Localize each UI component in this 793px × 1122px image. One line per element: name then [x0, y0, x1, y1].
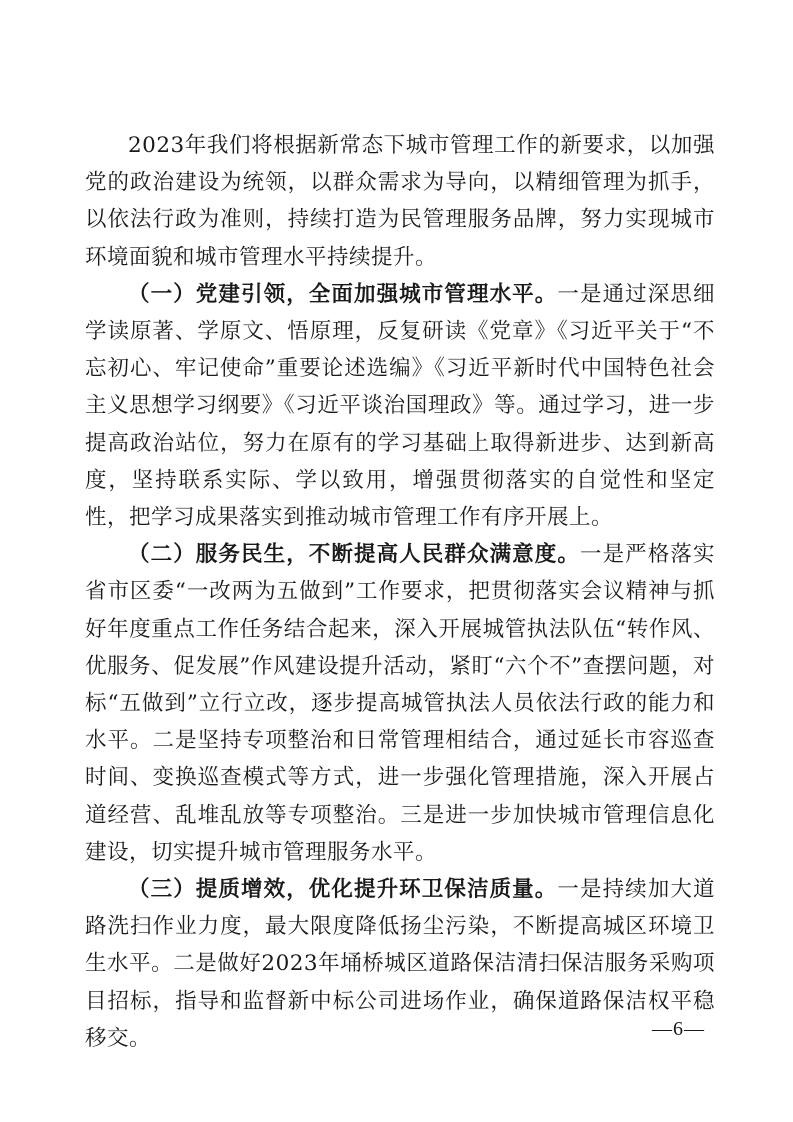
- paragraph-text: 2023年我们将根据新常态下城市管理工作的新要求，以加强党的政治建设为统领，以群众需求为导向，以精细管理为抓手，以依法行政为准则，持续打造为民管理服务品牌，努力实现城市环境面貌和城市管理水平持续提升。: [85, 133, 715, 270]
- paragraph-heading: （二）服务民生，不断提高人民群众满意度。: [128, 542, 580, 568]
- document-body: [85, 127, 715, 1057]
- paragraph-text: 一是通过深思细学读原著、学原文、悟原理，反复研读《党章》《习近平关于“不忘初心、牢记使命”重要论述选编》《习近平新时代中国特色社会主义思想学习纲要》《习近平谈治国理政》等。通过学习，进一步提高政治站位，努力在原有的学习基础上取得新进步、达到新高度，坚持联系实际、学以致用，增强贯彻落实的自觉性和坚定性，把学习成果落实到推动城市管理工作有序开展上。: [85, 281, 715, 531]
- paragraph-section-3: [85, 871, 715, 1057]
- paragraph-section-2: [85, 536, 715, 871]
- paragraph-heading: （三）提质增效，优化提升环卫保洁质量。: [128, 877, 558, 903]
- paragraph-heading: （一）党建引领，全面加强城市管理水平。: [128, 281, 558, 307]
- paragraph-section-1: [85, 276, 715, 536]
- page-number: —6—: [652, 1018, 705, 1040]
- paragraph-intro: [85, 127, 715, 276]
- paragraph-text: 一是严格落实省市区委“一改两为五做到”工作要求，把贯彻落实会议精神与抓好年度重点工作任务结合起来，深入开展城管执法队伍“转作风、优服务、促发展”作风建设提升活动，紧盯“六个不”查摆问题，对标“五做到”立行立改，逐步提高城管执法人员依法行政的能力和水平。二是坚持专项整治和日常管理相结合，通过延长市容巡查时间、变换巡查模式等方式，进一步强化管理措施，深入开展占道经营、乱堆乱放等专项整治。三是进一步加快城市管理信息化建设，切实提升城市管理服务水平。: [85, 542, 715, 865]
- paragraph-text: 一是持续加大道路洗扫作业力度，最大限度降低扬尘污染，不断提高城区环境卫生水平。二是做好2023年埇桥城区道路保洁清扫保洁服务采购项目招标，指导和监督新中标公司进场作业，确保道路保洁权平稳移交。: [85, 877, 715, 1051]
